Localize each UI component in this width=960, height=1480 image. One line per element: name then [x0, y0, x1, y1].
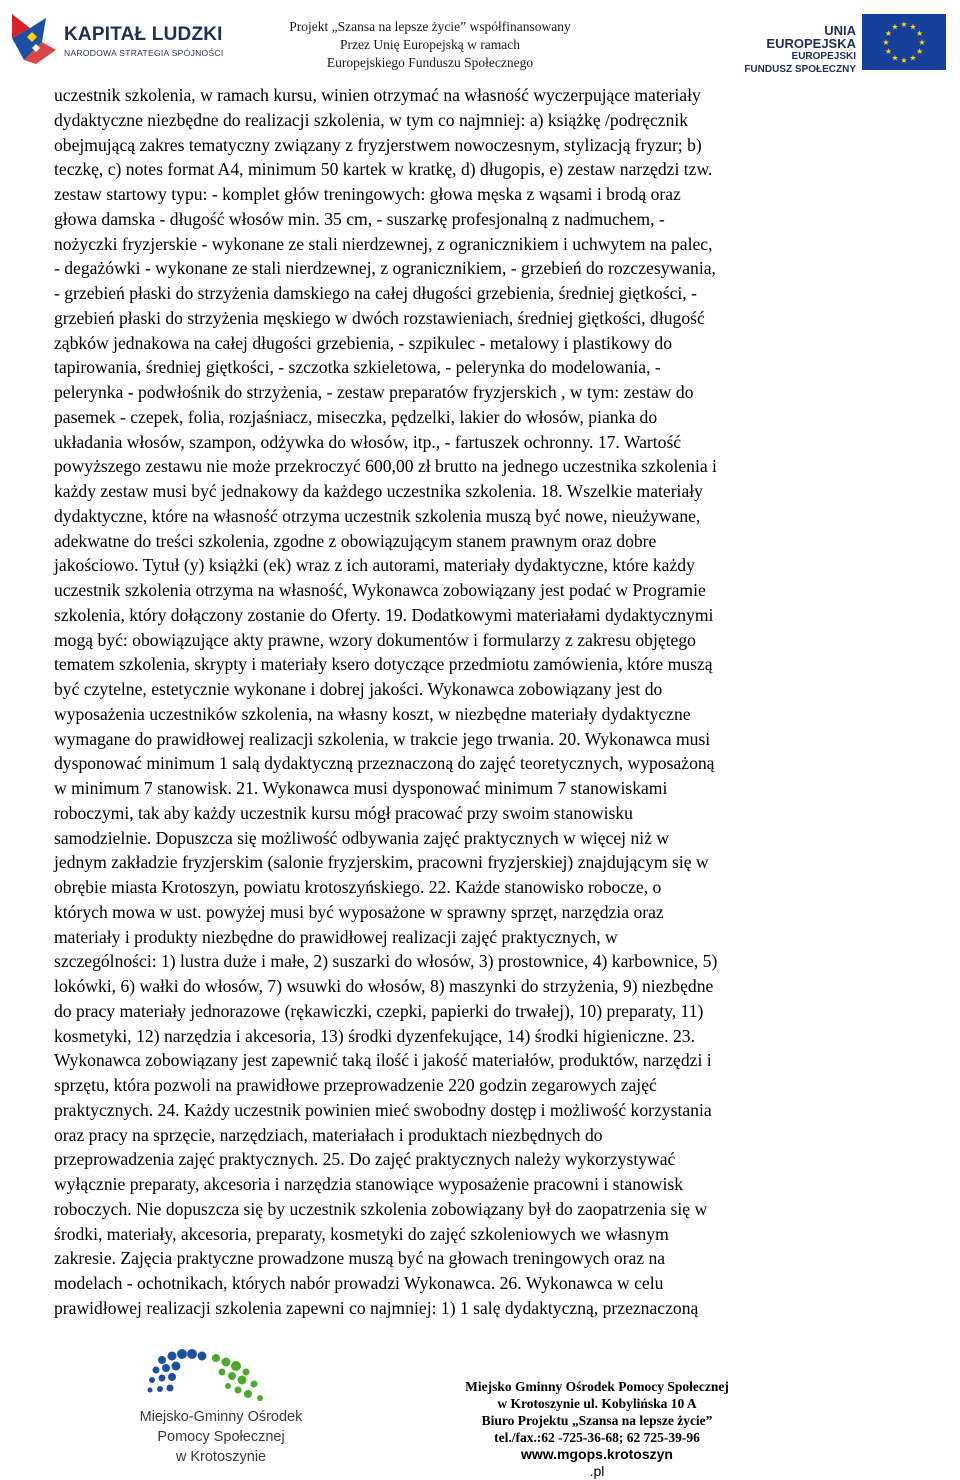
body-text-line: przeprowadzenia zajęć praktycznych. 25. Do zajęć praktycznych należy wykorzystywać — [54, 1149, 676, 1170]
body-text-line: pasemek - czepek, folia, rozjaśniacz, miseczka, pędzelki, lakier do włosów, pianka do — [54, 406, 658, 427]
body-text-line: prawidłowej realizacji szkolenia zapewni co najmniej: 1) 1 salę dydaktyczną, przeznaczoną — [54, 1297, 699, 1318]
kapital-ludzki-subtitle: NARODOWA STRATEGIA SPÓJNOŚCI — [64, 48, 224, 58]
eu-text-block — [738, 24, 856, 76]
kapital-ludzki-name: KAPITAŁ LUDZKI — [64, 24, 223, 45]
body-text-line: pelerynka - podwłośnik do strzyżenia, - zestaw preparatów fryzjerskich , w tym: zestaw do — [54, 382, 694, 402]
body-text-line: powyższego zestawu nie może przekroczyć 600,00 zł brutto na jednego uczestnika szkolenia i — [54, 456, 717, 477]
mgops-name — [136, 1407, 306, 1467]
kapital-ludzki-emblem-icon — [6, 10, 58, 66]
mgops-line: Miejsko-Gminny Ośrodek — [139, 1409, 303, 1425]
document-body — [54, 83, 874, 1321]
svg-text:★: ★ — [916, 29, 924, 38]
body-text-line: kosmetyki, 12) narzędzia i akcesoria, 13) środki dyzenfekujące, 14) środki higieniczne. 23. — [54, 1025, 695, 1046]
body-text-line: być czytelne, estetycznie wykonane i dobrej jakości. Wykonawca zobowiązany jest do — [54, 679, 663, 699]
svg-text:★: ★ — [884, 29, 892, 38]
body-text-line: zakresie. Zajęcia praktyczne prowadzone muszą być na głowach treningowych oraz na — [54, 1248, 666, 1269]
project-line: Przez Unię Europejską w ramach — [340, 37, 520, 52]
body-text-line: sprzętu, która pozwoli na prawidłowe przeprowadzenie 220 godzin zegarowych zajęć — [54, 1075, 657, 1095]
body-text-line: których mowa w ust. powyżej musi być wyposażone w sprawny sprzęt, narzędzia oraz — [54, 901, 664, 922]
svg-text:★: ★ — [884, 47, 892, 56]
body-text-line: wymagane do prawidłowej realizacji szkolenia, w trakcie jego trwania. 20. Wykonawca musi — [54, 728, 711, 749]
eu-line-1: UNIA EUROPEJSKA — [766, 23, 856, 51]
footer-website-tld: .pl — [589, 1463, 605, 1479]
svg-text:★: ★ — [882, 38, 890, 47]
body-text-line: - degażówki - wykonane ze stali nierdzewnej, z ogranicznikiem, - grzebień do rozczesywania, — [54, 258, 716, 279]
project-cofinancing-note — [280, 18, 580, 72]
body-text-line: wyłącznie preparaty, akcesoria i narzędzia stanowiące wyposażenie pracowni i stanowisk — [54, 1174, 684, 1194]
body-text-line: lokówki, 6) wałki do włosów, 7) wsuwki do włosów, 8) maszynki do strzyżenia, 9) niezbędne — [54, 976, 714, 996]
footer-phone-fax: tel./fax.:62 -725-36-68; 62 725-39-96 — [494, 1430, 700, 1445]
body-text-line: teczkę, c) notes format A4, minimum 50 kartek w kratkę, d) długopis, e) zestaw narzędzi tzw. — [54, 159, 713, 180]
body-text-line: roboczymi, tak aby każdy uczestnik kursu mógł pracować przy swoim stanowisku — [54, 802, 633, 823]
body-text-line: tapirowania, średniej giętkości, - szczotka szkieletowa, - pelerynka do modelowania, - — [54, 357, 661, 378]
body-text-line: mogą być: obowiązujące akty prawne, wzory dokumentów i formularzy z zakresu objętego — [54, 629, 696, 650]
footer-address: w Krotoszynie ul. Kobylińska 10 A — [497, 1396, 697, 1411]
svg-text:★: ★ — [916, 47, 924, 56]
body-text-line: tematem szkolenia, skrypty i materiały ksero dotyczące przedmiotu zamówienia, które muszą — [54, 654, 713, 675]
body-text-line: szczególności: 1) lustra duże i małe, 2) suszarki do włosów, 3) prostownice, 4) karbownice, 5) — [54, 951, 718, 972]
body-text-line: układania włosów, szampon, odżywka do włosów, itp., - fartuszek ochronny. 17. Wartość — [54, 431, 682, 452]
body-text-line: - grzebień płaski do strzyżenia damskiego na całej długości grzebienia, średniej giętkości, - — [54, 283, 697, 303]
eu-line-3: FUNDUSZ SPOŁECZNY — [744, 64, 856, 75]
body-text-line: roboczych. Nie dopuszcza się by uczestnik szkolenia zobowiązany był do zaopatrzenia się w — [54, 1198, 708, 1219]
body-text-line: praktycznych. 24. Każdy uczestnik powinien mieć swobodny dostęp i możliwość korzystania — [54, 1099, 712, 1120]
mgops-line: Pomocy Społecznej — [157, 1429, 285, 1445]
svg-text:★: ★ — [891, 53, 899, 63]
svg-text:★: ★ — [900, 20, 908, 29]
project-line: Europejskiego Funduszu Społecznego — [326, 55, 534, 70]
body-text-line: materiały i produkty niezbędne do prawidłowej realizacji zajęć praktycznych, w — [54, 926, 618, 947]
footer-website-link[interactable] — [432, 1446, 762, 1480]
mgops-dots-emblem-icon — [126, 1344, 316, 1414]
body-text-line: wyposażenia uczestników szkolenia, na własny koszt, w niezbędne materiały dydaktyczne — [54, 703, 691, 724]
body-text-line: modelach - ochotnikach, których nabór prowadzi Wykonawca. 26. Wykonawca w celu — [54, 1273, 664, 1293]
body-text-line: każdy zestaw musi być jednakowy da każdego uczestnika szkolenia. 18. Wszelkie materiały — [54, 481, 703, 501]
svg-text:★: ★ — [900, 56, 908, 65]
svg-text:★: ★ — [909, 22, 917, 32]
mgops-line: w Krotoszynie — [175, 1449, 267, 1465]
body-text-line: ząbków jednakowa na całej długości grzebienia, - szpikulec - metalowy i plastikowy do — [54, 332, 673, 353]
body-text-line: samodzielnie. Dopuszcza się możliwość odbywania zajęć praktycznych w więcej niż w — [54, 827, 670, 848]
body-text-line: dydaktyczne, które na własność otrzyma uczestnik szkolenia muszą być nowe, nieużywane, — [54, 505, 701, 526]
svg-text:★: ★ — [891, 22, 899, 32]
body-text-line: jednym zakładzie fryzjerskim (salonie fryzjerskim, pracowni fryzjerskiej) znajdującym się w — [54, 852, 709, 873]
body-text-line: obrębie miasta Krotoszyn, powiatu krotoszyńskiego. 22. Każde stanowisko robocze, o — [54, 877, 662, 897]
footer-project-office: Biuro Projektu „Szansa na lepsze życie” — [481, 1413, 713, 1428]
body-text-line: do pracy materiały jednorazowe (rękawiczki, czepki, papierki do trwałej), 10) preparaty, 11) — [54, 1000, 704, 1021]
footer-org-name: Miejsko Gminny Ośrodek Pomocy Społecznej — [465, 1379, 729, 1394]
body-text-line: grzebień płaski do strzyżenia męskiego w dwóch rozstawieniach, średniej giętkości, długość — [54, 307, 705, 328]
page-header — [0, 0, 960, 75]
body-text-line: Wykonawca zobowiązany jest zapewnić taką ilość i jakość materiałów, produktów, narzędzi i — [54, 1050, 712, 1071]
body-text-line: adekwatne do treści szkolenia, zgodne z obowiązującym stanem prawnym oraz dobre — [54, 530, 657, 551]
footer-contact-info — [432, 1378, 762, 1480]
body-text-line: uczestnik szkolenia otrzyma na własność, Wykonawca zobowiązany jest podać w Programie — [54, 580, 706, 600]
body-text-line: środki, materiały, akcesoria, preparaty, kosmetyki do zajęć szkoleniowych we własnym — [54, 1223, 669, 1244]
body-text-line: jakościowo. Tytuł (y) książki (ek) wraz z ich autorami, materiały dydaktyczne, które każdy — [54, 555, 695, 576]
body-text-line: obejmującą zakres tematyczny związany z fryzjerstwem nowoczesnym, stylizacją fryzur; b) — [54, 134, 702, 155]
body-text-line: dysponować minimum 1 salą dydaktyczną przeznaczoną do zajęć teoretycznych, wyposażoną — [54, 753, 715, 774]
body-text-line: uczestnik szkolenia, w ramach kursu, winien otrzymać na własność wyczerpujące materiały — [54, 85, 701, 105]
body-text-line: głowa damska - długość włosów min. 35 cm, - suszarkę profesjonalną z nadmuchem, - — [54, 208, 665, 229]
svg-text:★: ★ — [909, 53, 917, 63]
body-text-line: szkolenia, który dołączony zostanie do Oferty. 19. Dodatkowymi materiałami dydaktycznymi — [54, 604, 714, 625]
eu-flag-icon — [862, 14, 946, 70]
footer-website-main: www.mgops.krotoszyn — [521, 1446, 673, 1462]
body-text-line: w minimum 7 stanowisk. 21. Wykonawca musi dysponować minimum 7 stanowiskami — [54, 778, 668, 798]
project-line: Projekt „Szansa na lepsze życie” współfinansowany — [289, 19, 571, 34]
body-text-line: zestaw startowy typu: - komplet głów treningowych: głowa męska z wąsami i brodą oraz — [54, 184, 681, 204]
eu-line-2: EUROPEJSKI — [791, 51, 856, 62]
body-text-line: dydaktyczne niezbędne do realizacji szkolenia, w tym co najmniej: a) książkę /podręcznik — [54, 109, 689, 130]
svg-text:★: ★ — [918, 38, 926, 47]
body-text-line: oraz pracy na sprzęcie, narzędziach, materiałach i produktach niezbędnych do — [54, 1124, 603, 1145]
body-text-line: nożyczki fryzjerskie - wykonane ze stali nierdzewnej, z ogranicznikiem i uchwytem na palec, — [54, 233, 713, 254]
